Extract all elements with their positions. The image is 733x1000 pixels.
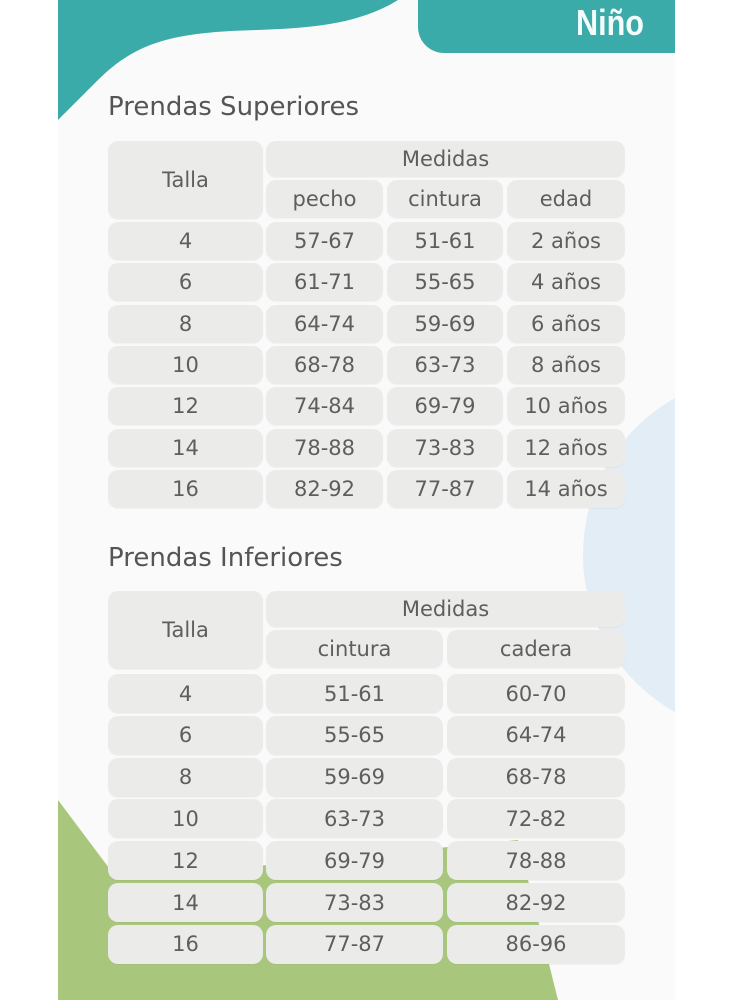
column-header: cintura [266,630,443,668]
measure-cell: 55-65 [387,263,503,301]
column-header: cintura [387,180,503,218]
size-cell: 6 [108,263,263,301]
size-cell: 16 [108,470,263,508]
measure-cell: 14 años [507,470,625,508]
measure-cell: 12 años [507,429,625,467]
measure-cell: 59-69 [387,305,503,343]
size-cell: 8 [108,758,263,797]
size-cell: 10 [108,346,263,384]
measure-cell: 73-83 [387,429,503,467]
measure-cell: 82-92 [447,883,625,922]
size-header: Talla [108,591,263,669]
measure-cell: 63-73 [266,799,443,838]
size-cell: 16 [108,925,263,964]
size-cell: 4 [108,222,263,260]
measure-cell: 63-73 [387,346,503,384]
size-cell: 14 [108,883,263,922]
measure-cell: 10 años [507,387,625,425]
size-cell: 8 [108,305,263,343]
measure-cell: 59-69 [266,758,443,797]
measure-cell: 60-70 [447,674,625,713]
column-header: pecho [266,180,383,218]
measure-cell: 2 años [507,222,625,260]
size-cell: 14 [108,429,263,467]
measure-cell: 73-83 [266,883,443,922]
measure-cell: 51-61 [387,222,503,260]
measure-cell: 51-61 [266,674,443,713]
size-cell: 12 [108,387,263,425]
column-header: cadera [447,630,625,668]
measure-cell: 78-88 [266,429,383,467]
measure-cell: 82-92 [266,470,383,508]
measure-cell: 64-74 [447,716,625,755]
measure-cell: 68-78 [447,758,625,797]
measure-cell: 86-96 [447,925,625,964]
category-label: Niño [576,2,644,43]
measure-cell: 4 años [507,263,625,301]
size-cell: 6 [108,716,263,755]
measure-cell: 55-65 [266,716,443,755]
bottoms-title: Prendas Inferiores [108,543,343,573]
column-header: edad [507,180,625,218]
measure-cell: 77-87 [266,925,443,964]
size-cell: 10 [108,799,263,838]
size-cell: 4 [108,674,263,713]
tops-title: Prendas Superiores [108,92,360,122]
measure-cell: 69-79 [387,387,503,425]
group-header: Medidas [266,141,625,177]
size-cell: 12 [108,841,263,880]
measure-cell: 72-82 [447,799,625,838]
measure-cell: 74-84 [266,387,383,425]
measure-cell: 69-79 [266,841,443,880]
measure-cell: 77-87 [387,470,503,508]
measure-cell: 64-74 [266,305,383,343]
measure-cell: 57-67 [266,222,383,260]
group-header: Medidas [266,591,625,627]
category-badge [418,0,675,53]
size-header: Talla [108,141,263,219]
measure-cell: 68-78 [266,346,383,384]
measure-cell: 61-71 [266,263,383,301]
measure-cell: 6 años [507,305,625,343]
measure-cell: 78-88 [447,841,625,880]
measure-cell: 8 años [507,346,625,384]
